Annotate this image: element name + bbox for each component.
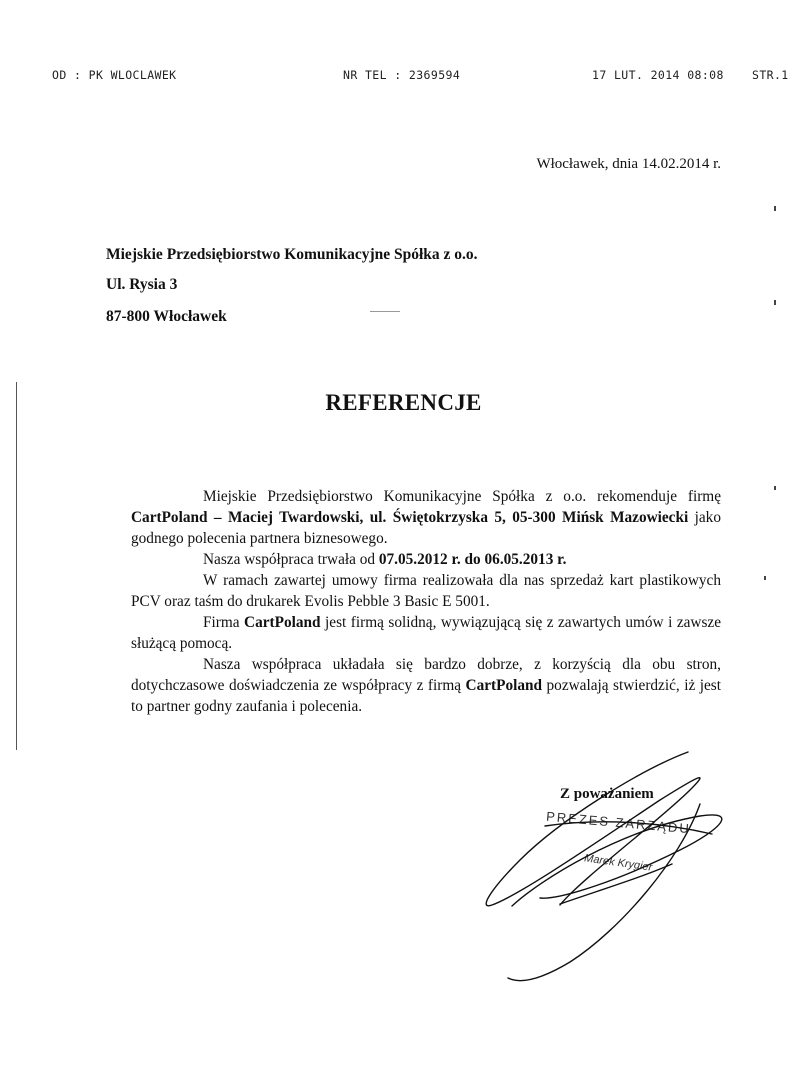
p1-company: CartPoland – Maciej Twardowski, ul. Świętokrzyska 5, 05-300 Mińsk Mazowiecki [131,509,689,526]
stamp-title: PREZES ZARZĄDU [545,808,692,837]
p2-dates: 07.05.2012 r. do 06.05.2013 r. [378,551,567,568]
letter-body [131,486,721,717]
paragraph-1 [131,486,721,549]
p1-text-a: Miejskie Przedsiębiorstwo Komunikacyjne Spółka z o.o. rekomenduje firmę [203,488,721,505]
p1-text-b: jako godnego polecenia partnera biznesowego. [131,509,721,547]
p5-company: CartPoland [465,677,543,694]
place-date: Włocławek, dnia 14.02.2014 r. [536,156,721,172]
fax-header-tel: NR TEL : 2369594 [343,68,461,82]
scan-speck [774,300,776,305]
scan-artifact-line [16,382,17,750]
p2-text-a: Nasza współpraca trwała od [203,551,379,568]
scan-speck [774,486,776,490]
closing-salutation: Z poważaniem [560,786,654,802]
fax-header-datetime: 17 LUT. 2014 08:08 [592,68,724,82]
recipient-street: Ul. Rysia 3 [106,276,178,293]
p5-text-b: pozwalają stwierdzić, iż jest to partner godny zaufania i polecenia. [131,677,721,715]
scan-speck [764,576,766,580]
paragraph-2 [131,549,721,570]
recipient-city: 87-800 Włocławek [106,308,227,325]
p4-text-a: Firma [203,614,245,631]
paragraph-3: W ramach zawartej umowy firma realizowała dla nas sprzedaż kart plastikowych PCV oraz taśm do drukarek Evolis Pebble 3 Basic E 5001. [131,572,721,610]
scan-speck [774,206,776,211]
stamp-name: Marek Krygier [583,852,653,874]
document-title: REFERENCJE [325,390,482,415]
recipient-address [106,244,478,336]
paragraph-5 [131,654,721,717]
p4-text-b: jest firmą solidną, wywiązującą się z zawartych umów i zawsze służącą pomocą. [131,614,721,652]
recipient-name: Miejskie Przedsiębiorstwo Komunikacyjne Spółka z o.o. [106,246,478,263]
p4-company: CartPoland [244,614,321,631]
paragraph-4 [131,612,721,654]
fax-header-page: STR.1 [752,68,789,82]
fax-header-from: OD : PK WLOCLAWEK [52,68,177,82]
scan-smudge [370,311,400,312]
p5-text-a: Nasza współpraca układała się bardzo dobrze, z korzyścią dla obu stron, dotychczasowe doświadczenia ze współpracy z firmą [131,656,721,694]
